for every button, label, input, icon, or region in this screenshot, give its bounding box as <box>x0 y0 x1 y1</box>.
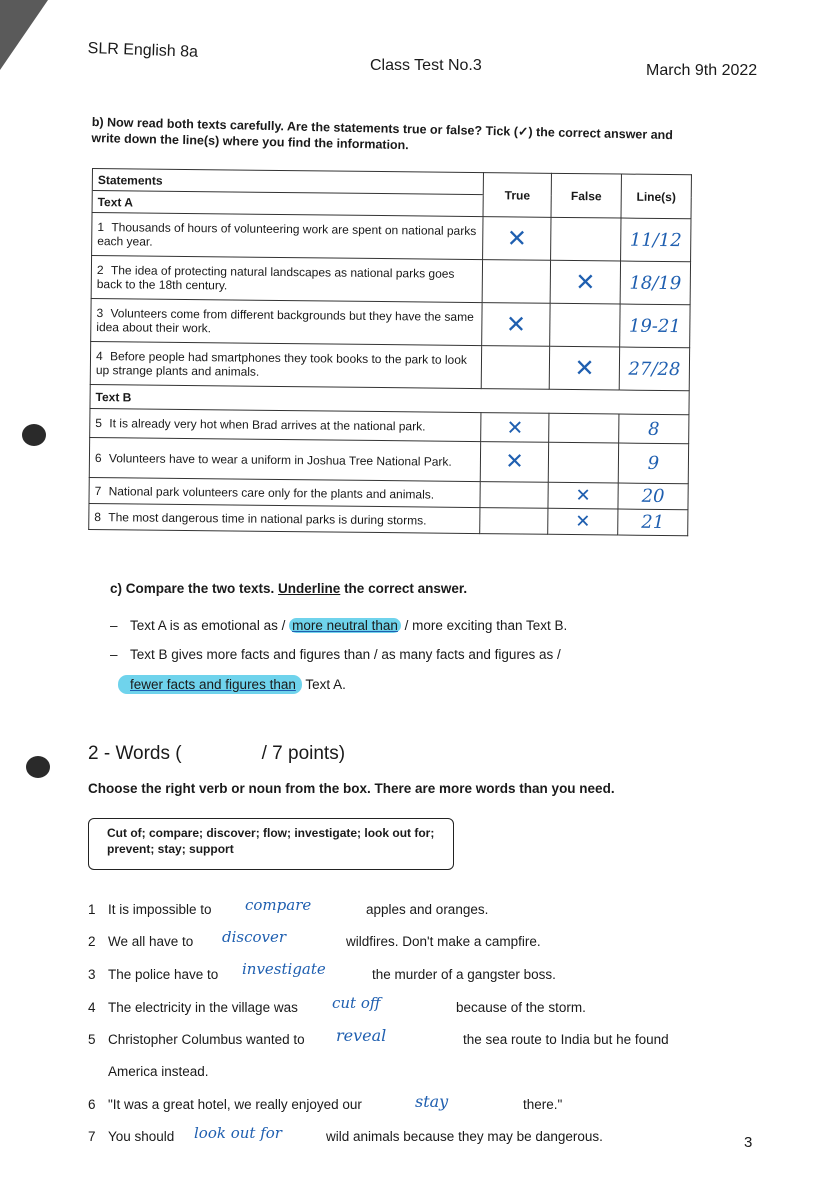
table-row <box>89 503 688 535</box>
section-c-heading <box>110 581 467 596</box>
item-text: "It was a great hotel, we really enjoyed our <box>108 1097 362 1112</box>
dash: – <box>110 618 118 633</box>
false-mark <box>550 303 620 347</box>
row-number: 1 <box>97 220 105 235</box>
punch-hole-top <box>22 424 46 446</box>
list-item <box>88 934 193 949</box>
statement-text: The most dangerous time in national parks is during storms. <box>108 509 427 528</box>
handwritten-answer: look out for <box>194 1124 282 1142</box>
item-text: You should <box>108 1129 175 1144</box>
true-mark <box>481 346 549 390</box>
section-2-instruction: Choose the right verb or noun from the box. There are more words than you need. <box>88 781 615 796</box>
table-row <box>92 213 691 262</box>
option-text: Text B gives more facts and figures than / as many facts and figures as / <box>130 647 561 662</box>
course-name: SLR English 8a <box>87 40 199 61</box>
false-header: False <box>551 173 621 218</box>
line-reference: 27/28 <box>619 347 689 391</box>
line-reference: 18/19 <box>620 261 690 305</box>
handwritten-answer: cut off <box>332 994 381 1012</box>
option-text: Text A is as emotional as / <box>130 618 290 633</box>
row-number: 4 <box>95 349 103 364</box>
item-number: 4 <box>88 1000 96 1015</box>
line-reference: 11/12 <box>621 218 691 262</box>
true-mark <box>480 482 548 509</box>
true-mark: ✕ <box>483 217 551 261</box>
text-b-label: Text B <box>90 384 689 414</box>
row-number: 8 <box>94 509 102 524</box>
row-number: 5 <box>95 416 103 431</box>
item-text-after: because of the storm. <box>456 1000 586 1015</box>
line-reference: 9 <box>618 443 688 484</box>
test-date: March 9th 2022 <box>646 62 758 79</box>
handwritten-answer: reveal <box>336 1026 387 1045</box>
true-mark: ✕ <box>481 413 549 443</box>
item-text: It is impossible to <box>108 902 212 917</box>
true-mark <box>480 508 548 535</box>
item-text: Christopher Columbus wanted to <box>108 1032 305 1047</box>
line-reference: 8 <box>619 414 689 444</box>
section-c-heading-underline: Underline <box>278 581 341 596</box>
true-header: True <box>483 173 551 218</box>
statements-header: Statements <box>92 169 483 195</box>
row-number: 6 <box>94 450 102 465</box>
scan-corner-shadow <box>0 0 48 70</box>
item-text-after: there." <box>523 1097 563 1112</box>
row-number: 2 <box>96 263 104 278</box>
row-number: 3 <box>96 306 104 321</box>
item-text: The police have to <box>108 967 219 982</box>
false-mark: ✕ <box>548 508 618 535</box>
item-text-after: apples and oranges. <box>366 902 489 917</box>
table-row <box>91 298 690 347</box>
text-a-label: Text A <box>92 191 483 217</box>
handwritten-answer: investigate <box>242 960 326 978</box>
statement-text: Volunteers have to wear a uniform in Joshua Tree National Park. <box>108 450 452 469</box>
item-number: 1 <box>88 902 96 917</box>
item-number: 3 <box>88 967 96 982</box>
section-2-title-text: 2 - Words ( <box>88 743 182 764</box>
table-row <box>91 256 690 305</box>
highlighted-answer: fewer facts and figures than <box>118 675 302 694</box>
section-c-heading-suffix: the correct answer. <box>340 581 468 596</box>
item-number: 5 <box>88 1032 96 1047</box>
statements-table <box>88 168 692 536</box>
handwritten-answer: stay <box>415 1092 449 1111</box>
item-number: 6 <box>88 1097 96 1112</box>
statement-text: Volunteers come from different backgrounds but they have the same idea about their work. <box>96 306 474 336</box>
item-text-continuation: America instead. <box>108 1064 209 1079</box>
statement-text: National park volunteers care only for the plants and animals. <box>108 483 435 502</box>
item-text-after: wild animals because they may be dangerous. <box>326 1129 603 1144</box>
true-mark <box>482 260 550 304</box>
handwritten-answer: compare <box>245 896 312 914</box>
statement-text: Before people had smartphones they took books to the park to look up strange plants and animals. <box>95 349 467 379</box>
list-item <box>88 1032 305 1047</box>
line-reference: 19-21 <box>620 304 690 348</box>
true-mark: ✕ <box>480 442 548 483</box>
section-c-heading-prefix: c) Compare the two texts. <box>110 581 279 596</box>
list-item <box>88 902 212 917</box>
item-text-after: wildfires. Don't make a campfire. <box>346 934 541 949</box>
word-box: Cut of; compare; discover; flow; investigate; look out for; prevent; stay; support <box>88 818 454 870</box>
table-row <box>89 437 688 483</box>
list-item <box>88 1000 298 1015</box>
section-c-item-1 <box>110 618 567 633</box>
highlighted-answer: more neutral than <box>289 618 401 633</box>
item-number: 2 <box>88 934 96 949</box>
false-mark: ✕ <box>549 346 619 390</box>
list-item <box>88 967 218 982</box>
list-item <box>88 1097 362 1112</box>
item-text: We all have to <box>108 934 194 949</box>
item-text: The electricity in the village was <box>108 1000 298 1015</box>
section-c-item-2 <box>110 647 561 662</box>
row-number: 7 <box>94 483 102 498</box>
statement-text: Thousands of hours of volunteering work are spent on national parks each year. <box>97 220 477 249</box>
false-mark <box>549 413 619 443</box>
punch-hole-bottom <box>26 756 50 778</box>
false-mark: ✕ <box>550 260 620 304</box>
list-item <box>88 1129 174 1144</box>
table-row <box>90 341 689 390</box>
option-text: Text A. <box>301 677 346 692</box>
dash: – <box>110 647 118 662</box>
statement-text: It is already very hot when Brad arrives at the national park. <box>109 416 426 434</box>
line-reference: 20 <box>618 483 688 510</box>
false-mark <box>551 217 621 261</box>
item-text-after: the sea route to India but he found <box>463 1032 669 1047</box>
section-b-instruction: b) Now read both texts carefully. Are the statements true or false? Tick (✓) the correct answer and write down the line(s) where you find the information. <box>91 114 674 153</box>
page-number: 3 <box>744 1134 753 1151</box>
option-text: / more exciting than Text B. <box>400 618 568 633</box>
handwritten-answer: discover <box>222 928 287 946</box>
test-title: Class Test No.3 <box>370 57 482 74</box>
true-mark: ✕ <box>482 303 550 347</box>
false-mark <box>548 442 618 483</box>
statement-text: The idea of protecting natural landscapes as national parks goes back to the 18th century. <box>96 263 455 293</box>
item-number: 7 <box>88 1129 96 1144</box>
item-text-after: the murder of a gangster boss. <box>372 967 556 982</box>
points-text: / 7 points) <box>261 743 346 764</box>
section-2-title <box>88 743 345 765</box>
lines-header: Line(s) <box>621 174 691 219</box>
section-c-item-2-continuation <box>118 677 346 692</box>
false-mark: ✕ <box>548 482 618 509</box>
line-reference: 21 <box>618 509 688 536</box>
